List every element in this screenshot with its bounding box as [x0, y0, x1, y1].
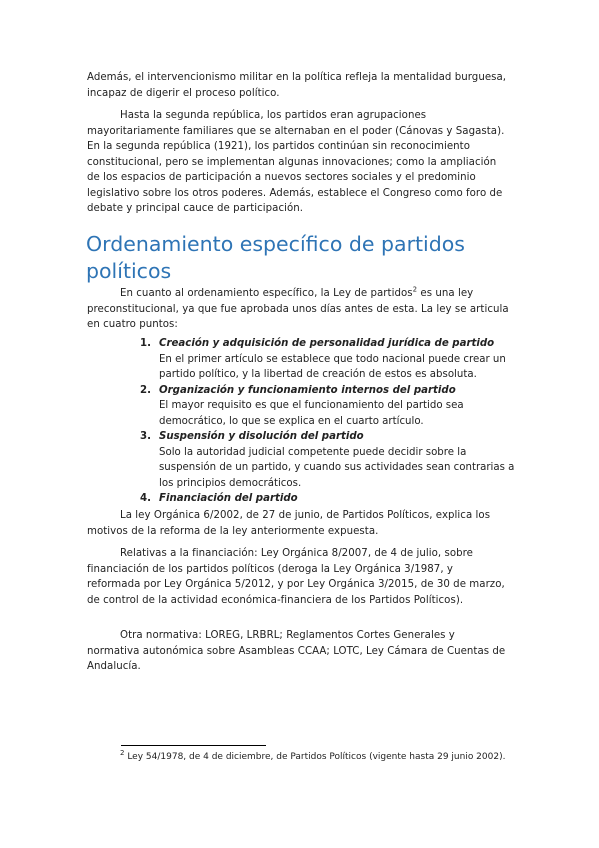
paragraph-intervencionismo: Además, el intervencionismo militar en la política refleja la mentalidad burguesa, incapaz de digerir el proceso político.	[87, 72, 507, 99]
list-item-title: Suspensión y disolución del partido	[159, 431, 364, 442]
footnote-separator	[121, 745, 266, 746]
footnote-mark: 2	[120, 749, 125, 757]
list-item-title: Organización y funcionamiento internos del partido	[159, 384, 456, 396]
list-item	[140, 336, 520, 383]
paragraph-segunda-republica: Hasta la segunda república, los partidos eran agrupaciones mayoritariamente familiares que se alternaban en el poder (Cánovas y Sagasta). En la segunda república (1921), los partidos continúan sin reconocimiento constitucional, pero se implementan algunas innovaciones; como la ampliación de los espacios de participación a nuevos sectores sociales y el predominio legislativo sobre los otros poderes. Además, establece el Congreso como foro de debate y principal cauce de participación.	[87, 110, 505, 214]
paragraph-otra-normativa: Otra normativa: LOREG, LRBRL; Reglamentos Cortes Generales y normativa autonómica sobre Asambleas CCAA; LOTC, Ley Cámara de Cuentas de Andalucía.	[87, 630, 506, 672]
section-heading: Ordenamiento específico de partidos políticos	[86, 232, 465, 283]
footnote-reference[interactable]: 2	[412, 285, 418, 294]
list-item-description: El mayor requisito es que el funcionamiento del partido sea democrático, lo que se explica en el cuarto artículo.	[159, 400, 464, 427]
list-number: 1.	[140, 338, 151, 349]
paragraph-ley-partidos	[87, 286, 509, 333]
list-number: 3.	[140, 431, 151, 442]
list-item-title: Creación y adquisición de personalidad jurídica de partido	[159, 338, 495, 349]
footnote-text: Ley 54/1978, de 4 de diciembre, de Partidos Políticos (vigente hasta 29 junio 2002).	[124, 752, 506, 762]
list-item-description: Solo la autoridad judicial competente puede decidir sobre la suspensión de un partido, y cuando sus actividades sean contrarias a los principios democráticos.	[159, 446, 515, 489]
list-number: 2.	[140, 384, 151, 396]
list-item	[140, 383, 520, 430]
list-item-title: Financiación del partido	[159, 493, 298, 504]
paragraph-ley-partidos-text: En cuanto al ordenamiento específico, la Ley de partidos	[120, 288, 413, 299]
numbered-list	[140, 336, 520, 507]
list-number: 4.	[140, 493, 151, 504]
paragraph-ley-organica-2002: La ley Orgánica 6/2002, de 27 de junio, de Partidos Políticos, explica los motivos de la reforma de la ley anteriormente expuesta.	[87, 510, 491, 537]
list-item	[140, 429, 520, 491]
paragraph-ley-partidos-text-cont: es una ley preconstitucional, ya que fue aprobada unos días antes de esta. La ley se articula en cuatro puntos:	[87, 288, 509, 330]
paragraph-financiacion: Relativas a la financiación: Ley Orgánica 8/2007, de 4 de julio, sobre financiación de los partidos políticos (deroga la Ley Orgánica 3/1987, y reformada por Ley Orgánica 5/2012, y por Ley Orgánica 3/2015, de 30 de marzo, de control de la actividad económica-financiera de los Partidos Políticos).	[87, 548, 505, 606]
footnote	[87, 750, 517, 765]
list-item-description: En el primer artículo se establece que todo nacional puede crear un partido político, y la libertad de creación de estos es absoluta.	[159, 353, 506, 380]
list-item	[140, 491, 520, 507]
